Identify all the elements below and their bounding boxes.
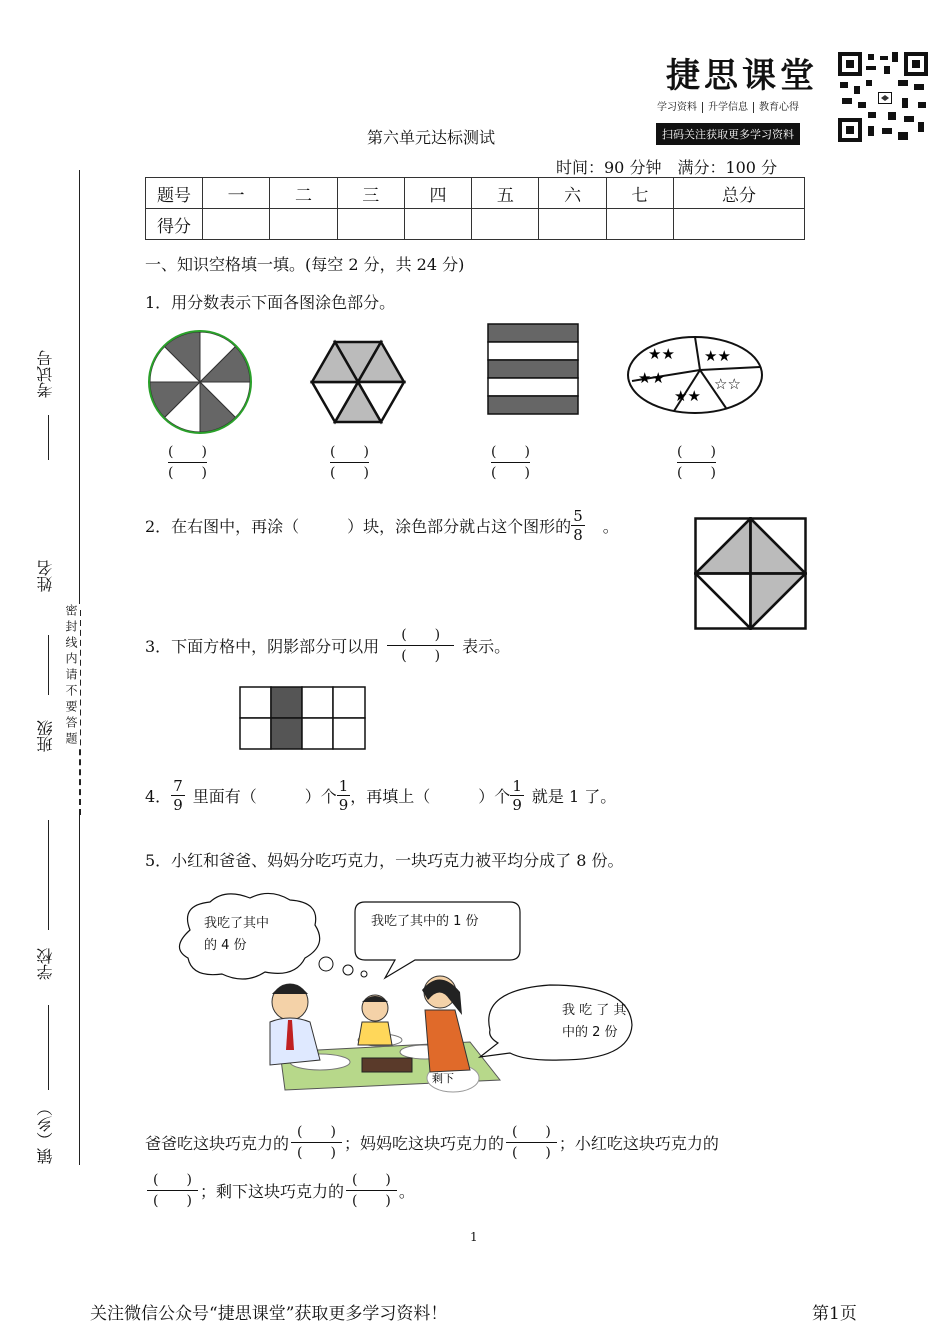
answer-fraction[interactable] xyxy=(677,442,716,483)
figure-hexagon xyxy=(308,338,408,426)
bubble-girl: 我吃了其中的 1 份 xyxy=(371,914,479,929)
q5-text: ；剩下这块巧克力的 xyxy=(199,1182,344,1201)
question-5-line-1 xyxy=(145,1122,719,1163)
numerator-blank: ( ) xyxy=(491,442,530,463)
table-cell: 二 xyxy=(270,178,337,209)
brand-tag: 升学信息 xyxy=(702,102,753,113)
table-cell: 五 xyxy=(472,178,539,209)
binding-line xyxy=(79,815,80,1165)
score-input[interactable] xyxy=(674,209,805,240)
table-cell: 六 xyxy=(539,178,606,209)
brand-title: 捷思课堂 xyxy=(666,56,818,96)
binding-line xyxy=(79,170,80,610)
question-5: 5．小红和爸爸、妈妈分吃巧克力，一块巧克力被平均分成了 8 份。 xyxy=(145,851,624,870)
side-blank[interactable] xyxy=(48,635,49,695)
bubble-line: 的 4 份 xyxy=(204,938,247,953)
answer-fraction[interactable] xyxy=(346,1170,397,1211)
table-row xyxy=(146,178,805,209)
question-4-text: 里面有（ ）个 xyxy=(192,787,337,806)
question-1: 1．用分数表示下面各图涂色部分。 xyxy=(145,293,396,312)
denominator: 8 xyxy=(573,526,583,544)
numerator: 5 xyxy=(573,507,583,525)
table-row xyxy=(146,209,805,240)
side-label-name: 姓名 xyxy=(36,560,55,592)
numerator-blank: ( ) xyxy=(147,1170,198,1191)
numerator-blank: ( ) xyxy=(346,1170,397,1191)
plate-label: 剩下 xyxy=(432,1072,454,1085)
numerator: 1 xyxy=(512,777,522,795)
question-4 xyxy=(145,777,616,814)
score-input[interactable] xyxy=(539,209,606,240)
numerator-blank: ( ) xyxy=(291,1122,342,1143)
bubble-line: 中的 2 份 xyxy=(562,1025,618,1040)
denominator-blank: ( ) xyxy=(491,465,530,481)
numerator: 7 xyxy=(173,777,183,795)
numerator-blank: ( ) xyxy=(506,1122,557,1143)
numerator-blank: ( ) xyxy=(677,442,716,463)
denominator-blank: ( ) xyxy=(401,648,441,664)
table-cell: 题号 xyxy=(146,178,203,209)
page-title: 第六单元达标测试 xyxy=(367,128,496,147)
denominator-blank: ( ) xyxy=(677,465,716,481)
denominator-blank: ( ) xyxy=(330,465,369,481)
answer-fraction[interactable] xyxy=(387,625,454,666)
answer-fraction[interactable] xyxy=(147,1170,198,1211)
score-input[interactable] xyxy=(337,209,404,240)
seal-text: 密封线内请不要答题 xyxy=(64,604,78,748)
score-input[interactable] xyxy=(270,209,337,240)
denominator-blank: ( ) xyxy=(297,1145,336,1161)
figure-square-triangles xyxy=(694,517,807,630)
table-cell: 四 xyxy=(404,178,471,209)
denominator-blank: ( ) xyxy=(168,465,207,481)
score-table xyxy=(145,177,805,240)
question-4-text: 就是 1 了。 xyxy=(531,787,617,806)
side-label-exam-no: 考试号 xyxy=(36,350,55,398)
numerator-blank: ( ) xyxy=(168,442,207,463)
q5-text: 爸爸吃这块巧克力的 xyxy=(145,1134,290,1153)
side-blank[interactable] xyxy=(48,415,49,460)
figure-stripes xyxy=(487,323,580,416)
table-cell: 总分 xyxy=(674,178,805,209)
score-input[interactable] xyxy=(203,209,270,240)
question-2-text: 2．在右图中，再涂（ ）块，涂色部分就占这个图形的 xyxy=(145,517,572,536)
denominator-blank: ( ) xyxy=(153,1193,192,1209)
table-cell: 一 xyxy=(203,178,270,209)
score-input[interactable] xyxy=(606,209,673,240)
brand-banner: 扫码关注获取更多学习资料 xyxy=(656,123,800,145)
answer-fraction[interactable] xyxy=(291,1122,342,1163)
fraction-7-9 xyxy=(171,777,185,814)
fraction-1-9 xyxy=(337,777,351,814)
footer-page: 第1页 xyxy=(812,1304,857,1324)
score-input[interactable] xyxy=(472,209,539,240)
answer-fraction[interactable] xyxy=(168,442,207,483)
side-blank[interactable] xyxy=(48,820,49,930)
question-3 xyxy=(145,625,510,666)
numerator: 1 xyxy=(338,777,349,795)
exam-meta: 时间：90 分钟 满分：100 分 xyxy=(556,158,778,177)
q5-text: ；小红吃这块巧克力的 xyxy=(558,1134,719,1153)
table-cell: 得分 xyxy=(146,209,203,240)
question-5-line-2 xyxy=(145,1170,415,1211)
star-mark: ☆☆ xyxy=(714,375,741,393)
figure-grid xyxy=(239,686,368,751)
star-mark: ★★ xyxy=(674,387,701,405)
page-number: 1 xyxy=(470,1230,478,1244)
denominator: 9 xyxy=(173,796,183,814)
table-cell: 七 xyxy=(606,178,673,209)
side-label-class: 班级 xyxy=(36,720,55,752)
figure-circle xyxy=(144,330,256,434)
brand-tag: 学习资料 xyxy=(657,102,697,113)
denominator: 9 xyxy=(512,796,522,814)
denominator: 9 xyxy=(338,796,349,814)
side-label-town: 镇（乡） xyxy=(36,1100,55,1164)
star-mark: ★★ xyxy=(638,369,665,387)
answer-fraction[interactable] xyxy=(491,442,530,483)
answer-fraction[interactable] xyxy=(330,442,369,483)
side-blank[interactable] xyxy=(48,1005,49,1090)
answer-fraction[interactable] xyxy=(506,1122,557,1163)
question-3-end: 表示。 xyxy=(462,637,511,656)
table-cell: 三 xyxy=(337,178,404,209)
section-heading: 一、知识空格填一填。(每空 2 分，共 24 分) xyxy=(145,255,465,274)
qr-code[interactable] xyxy=(838,52,928,142)
star-mark: ★★ xyxy=(704,347,731,365)
numerator-blank: ( ) xyxy=(387,625,454,646)
denominator-blank: ( ) xyxy=(511,1145,551,1161)
question-4-number: 4． xyxy=(145,787,172,806)
bubble-mom xyxy=(562,1000,626,1044)
fraction-1-9 xyxy=(510,777,524,814)
question-2 xyxy=(145,507,619,544)
q5-text: 。 xyxy=(398,1182,415,1201)
question-4-text: ，再填上（ ）个 xyxy=(350,787,511,806)
star-mark: ★★ xyxy=(648,345,675,363)
numerator-blank: ( ) xyxy=(330,442,369,463)
score-input[interactable] xyxy=(404,209,471,240)
brand-tags xyxy=(657,98,804,113)
period: 。 xyxy=(602,517,619,536)
figure-ellipse-stars xyxy=(626,335,764,415)
bubble-line: 我 吃 了 其 xyxy=(562,1003,627,1018)
side-label-school: 学校 xyxy=(36,948,55,980)
q5-text: ；妈妈吃这块巧克力的 xyxy=(343,1134,504,1153)
bubble-line: 我吃了其中 xyxy=(204,916,270,931)
question-3-text: 3．下面方格中，阴影部分可以用 xyxy=(145,637,380,656)
fraction-5-8 xyxy=(571,507,585,544)
footer-text: 关注微信公众号“捷思课堂”获取更多学习资料！ xyxy=(90,1304,448,1324)
denominator-blank: ( ) xyxy=(351,1193,391,1209)
brand-tag: 教育心得 xyxy=(753,102,804,113)
bubble-dad xyxy=(204,913,269,957)
